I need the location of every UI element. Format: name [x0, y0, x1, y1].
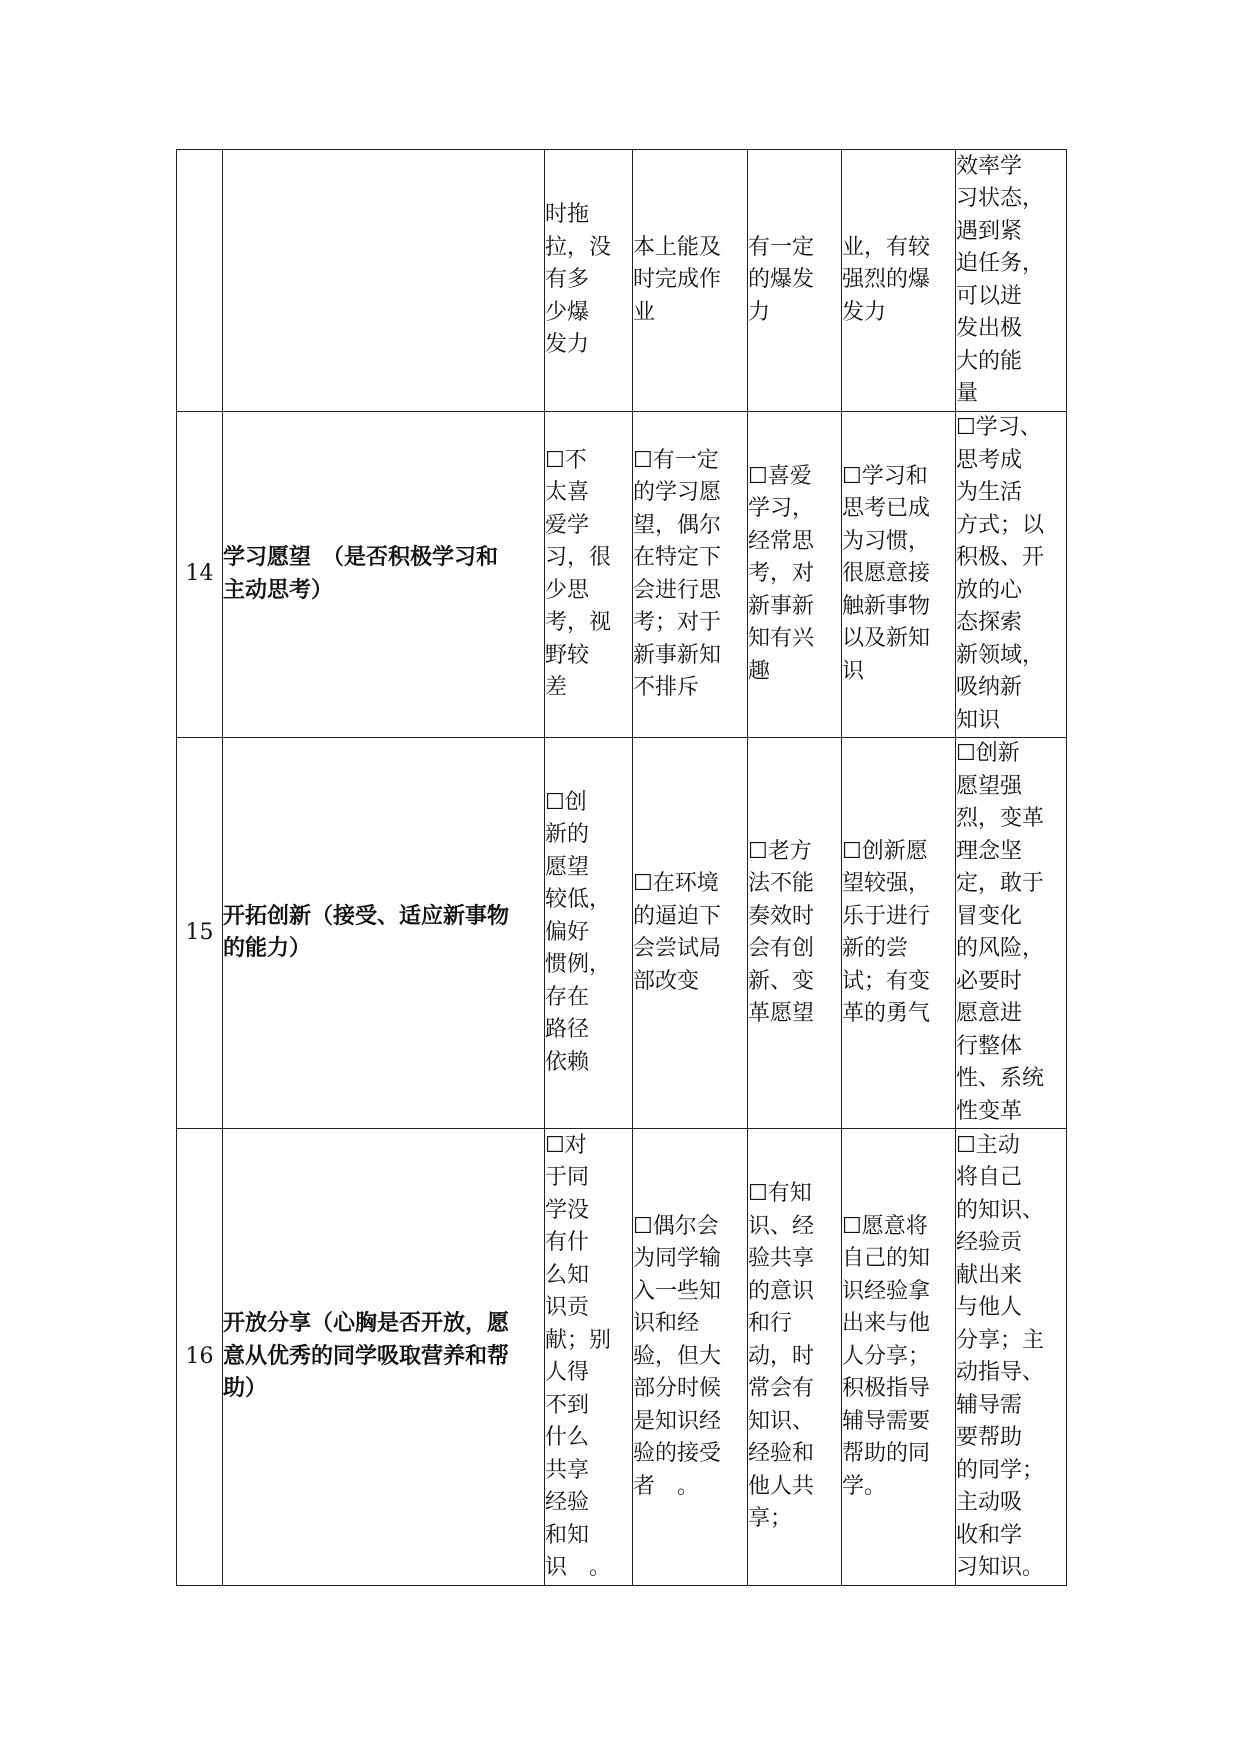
- description-line: 乐于进行: [842, 903, 931, 929]
- description-line: 知识: [956, 707, 1001, 733]
- description-line: 新的尝: [842, 936, 909, 961]
- table-body: [177, 150, 1067, 1586]
- description-line: 考；对于: [633, 610, 722, 635]
- description-line: 愿望强: [956, 773, 1023, 799]
- description-line: 的逼迫下: [633, 903, 722, 929]
- description-line: 部改变: [633, 968, 700, 994]
- description-line: 习状态，: [956, 186, 1045, 211]
- description-line: 验，但大: [633, 1343, 722, 1369]
- description-line: 不排斥: [633, 675, 700, 700]
- description-line: 试；有变: [842, 968, 931, 994]
- level-3-description: [748, 1129, 842, 1586]
- description-line: ☐有一定: [633, 447, 719, 473]
- description-line: 验共享: [748, 1246, 815, 1272]
- description-line: 新领域，: [956, 642, 1045, 668]
- evaluation-table: [176, 149, 1067, 1586]
- level-1-description: [545, 412, 633, 738]
- level-5-description: [956, 150, 1067, 412]
- description-line: 识经验拿: [842, 1278, 931, 1304]
- description-line: 部分时候: [633, 1376, 722, 1402]
- description-line: 依赖: [545, 1049, 590, 1075]
- description-line: 方式；以: [956, 512, 1045, 538]
- description-line: 者 。: [633, 1473, 700, 1499]
- description-line: 拉，没: [545, 234, 612, 260]
- level-2-description: [633, 738, 748, 1129]
- description-line: 发力: [545, 332, 590, 358]
- description-line: 必要时: [956, 968, 1023, 994]
- description-line: 经验和: [748, 1441, 815, 1467]
- description-line: 性变革: [956, 1098, 1023, 1124]
- description-line: 时完成作: [633, 267, 722, 293]
- description-line: 和知: [545, 1522, 590, 1548]
- category-line: 主动思考）: [223, 577, 334, 603]
- description-line: 趣: [748, 658, 771, 684]
- description-line: 量: [956, 381, 979, 406]
- category-line: 助）: [223, 1376, 268, 1402]
- description-line: 有一定: [748, 234, 815, 260]
- description-line: 出来与他: [842, 1311, 931, 1337]
- description-line: 冒变化: [956, 903, 1023, 929]
- description-line: 考，视: [545, 610, 612, 635]
- description-line: 自己的知: [842, 1246, 931, 1272]
- description-line: 性、系统: [956, 1066, 1045, 1091]
- description-line: 新事新知: [633, 642, 722, 668]
- description-line: 验的接受: [633, 1441, 722, 1467]
- description-line: 路径: [545, 1017, 590, 1043]
- level-4-description: [842, 1129, 956, 1586]
- level-5-description: [956, 1129, 1067, 1586]
- description-line: 什么: [545, 1425, 590, 1450]
- description-line: 革的勇气: [842, 1001, 931, 1026]
- description-line: 学习，: [748, 496, 815, 522]
- description-line: 望较强，: [842, 871, 931, 896]
- description-line: 和行: [748, 1311, 793, 1337]
- description-line: 于同: [545, 1165, 590, 1190]
- description-line: 知识、: [748, 1408, 815, 1434]
- description-line: 效率学: [956, 153, 1023, 179]
- description-line: 会进行思: [633, 577, 722, 603]
- description-line: 要帮助: [956, 1425, 1023, 1450]
- level-1-description: [545, 738, 633, 1129]
- level-1-description: [545, 150, 633, 412]
- category-line: 开拓创新（接受、适应新事物: [223, 903, 510, 929]
- description-line: 发力: [842, 299, 887, 325]
- description-line: 可以迸: [956, 283, 1023, 309]
- description-line: 革愿望: [748, 1001, 815, 1026]
- description-line: 不到: [545, 1392, 590, 1418]
- description-line: ☐对: [545, 1132, 587, 1158]
- description-line: 新的: [545, 822, 590, 848]
- description-line: 的意识: [748, 1278, 815, 1304]
- category-line: 学习愿望 （是否积极学习和: [223, 545, 499, 570]
- table-row: [177, 1129, 1067, 1586]
- description-line: 迫任务，: [956, 251, 1045, 276]
- description-line: 与他人: [956, 1295, 1023, 1320]
- level-5-description: [956, 738, 1067, 1129]
- description-line: 奏效时: [748, 903, 815, 929]
- category-line: 意从优秀的同学吸取营养和帮: [223, 1343, 510, 1369]
- description-line: 发出极: [956, 316, 1023, 341]
- description-line: 愿意进: [956, 1001, 1023, 1026]
- category-line: 的能力）: [223, 936, 312, 961]
- description-line: 少思: [545, 577, 590, 603]
- item-number: 14: [177, 412, 223, 738]
- description-line: 为生活: [956, 480, 1023, 505]
- description-line: 大的能: [956, 348, 1023, 374]
- description-line: 入一些知: [633, 1278, 722, 1304]
- description-line: 吸纳新: [956, 675, 1023, 700]
- description-line: 的风险，: [956, 936, 1045, 961]
- description-line: 行整体: [956, 1033, 1023, 1059]
- description-line: 经验贡: [956, 1230, 1023, 1255]
- description-line: 思考已成: [842, 496, 931, 522]
- description-line: ☐不: [545, 447, 587, 473]
- description-line: 常会有: [748, 1376, 815, 1402]
- description-line: 业，有较: [842, 234, 931, 260]
- description-line: ☐老方: [748, 838, 812, 864]
- description-line: 定，敢于: [956, 871, 1045, 896]
- description-line: 较低，: [545, 887, 612, 913]
- description-line: 习，很: [545, 545, 612, 570]
- description-line: 献出来: [956, 1262, 1023, 1288]
- description-line: 烈，变革: [956, 806, 1045, 831]
- description-line: 放的心: [956, 577, 1023, 603]
- description-line: 力: [748, 299, 771, 325]
- level-3-description: [748, 738, 842, 1129]
- description-line: ☐偶尔会: [633, 1213, 719, 1239]
- description-line: ☐创新: [956, 741, 1020, 766]
- description-line: 新、变: [748, 968, 815, 994]
- description-line: 有多: [545, 267, 590, 293]
- description-line: 存在: [545, 984, 590, 1010]
- description-line: 少爆: [545, 299, 590, 325]
- description-line: 考，对: [748, 561, 815, 587]
- description-line: 的学习愿: [633, 480, 722, 505]
- description-line: 人分享；: [842, 1343, 931, 1369]
- level-3-description: [748, 412, 842, 738]
- description-line: 有什: [545, 1230, 590, 1255]
- item-category: [223, 738, 545, 1129]
- description-line: ☐创新愿: [842, 838, 928, 864]
- description-line: 法不能: [748, 871, 815, 896]
- description-line: 识: [842, 658, 865, 684]
- description-line: 的爆发: [748, 267, 815, 293]
- description-line: 时拖: [545, 202, 590, 228]
- description-line: 知有兴: [748, 626, 815, 652]
- description-line: 识贡: [545, 1295, 590, 1320]
- description-line: 识 。: [545, 1555, 612, 1580]
- description-line: ☐喜爱: [748, 463, 812, 489]
- description-line: 野较: [545, 642, 590, 668]
- description-line: 他人共: [748, 1473, 815, 1499]
- description-line: 享；: [748, 1506, 793, 1532]
- description-line: 主动吸: [956, 1490, 1023, 1515]
- description-line: 识和经: [633, 1311, 700, 1337]
- description-line: 经验: [545, 1490, 590, 1515]
- description-line: 共享: [545, 1457, 590, 1483]
- description-line: 业: [633, 299, 656, 325]
- item-category: [223, 1129, 545, 1586]
- description-line: 学没: [545, 1197, 590, 1223]
- description-line: 习知识。: [956, 1555, 1045, 1580]
- description-line: 新事新: [748, 593, 815, 619]
- description-line: 收和学: [956, 1522, 1023, 1548]
- description-line: 触新事物: [842, 593, 931, 619]
- description-line: 是知识经: [633, 1408, 722, 1434]
- description-line: 态探索: [956, 610, 1023, 635]
- description-line: ☐愿意将: [842, 1213, 928, 1239]
- description-line: ☐有知: [748, 1181, 812, 1207]
- description-line: 识、经: [748, 1213, 815, 1239]
- description-line: 思考成: [956, 447, 1023, 473]
- description-line: 望，偶尔: [633, 512, 722, 538]
- description-line: 辅导需要: [842, 1408, 931, 1434]
- description-line: 帮助的同: [842, 1441, 931, 1467]
- description-line: 么知: [545, 1262, 590, 1288]
- description-line: 会尝试局: [633, 936, 722, 961]
- level-5-description: [956, 412, 1067, 738]
- description-line: 遇到紧: [956, 218, 1023, 244]
- item-number: [177, 150, 223, 412]
- description-line: 太喜: [545, 480, 590, 505]
- description-line: 的同学；: [956, 1457, 1045, 1483]
- description-line: 在特定下: [633, 545, 722, 570]
- item-category: [223, 412, 545, 738]
- item-number: 15: [177, 738, 223, 1129]
- level-2-description: [633, 1129, 748, 1586]
- description-line: 强烈的爆: [842, 267, 931, 293]
- description-line: 差: [545, 675, 568, 700]
- description-line: ☐学习、: [956, 415, 1042, 440]
- description-line: 为同学输: [633, 1246, 722, 1272]
- level-4-description: [842, 412, 956, 738]
- item-number: 16: [177, 1129, 223, 1586]
- description-line: 以及新知: [842, 626, 931, 652]
- table-row: [177, 150, 1067, 412]
- description-line: 积极、开: [956, 545, 1045, 570]
- description-line: 理念坚: [956, 838, 1023, 864]
- description-line: 的知识、: [956, 1197, 1045, 1223]
- description-line: 愿望: [545, 854, 590, 880]
- level-4-description: [842, 150, 956, 412]
- description-line: 辅导需: [956, 1392, 1023, 1418]
- description-line: 为习惯，: [842, 528, 931, 554]
- description-line: 会有创: [748, 936, 815, 961]
- level-3-description: [748, 150, 842, 412]
- level-2-description: [633, 150, 748, 412]
- table-row: [177, 738, 1067, 1129]
- table-row: [177, 412, 1067, 738]
- description-line: 学。: [842, 1473, 887, 1499]
- category-line: 开放分享（心胸是否开放，愿: [223, 1311, 510, 1337]
- description-line: 将自己: [956, 1165, 1023, 1190]
- description-line: 本上能及: [633, 234, 722, 260]
- item-category: [223, 150, 545, 412]
- description-line: ☐学习和: [842, 463, 928, 489]
- description-line: 经常思: [748, 528, 815, 554]
- description-line: 爱学: [545, 512, 590, 538]
- description-line: 人得: [545, 1360, 590, 1385]
- level-1-description: [545, 1129, 633, 1586]
- description-line: 分享；主: [956, 1327, 1045, 1353]
- description-line: 动，时: [748, 1343, 815, 1369]
- description-line: 积极指导: [842, 1376, 931, 1402]
- description-line: 很愿意接: [842, 561, 931, 587]
- description-line: 惯例，: [545, 952, 612, 978]
- description-line: ☐创: [545, 789, 587, 815]
- level-2-description: [633, 412, 748, 738]
- description-line: ☐在环境: [633, 871, 719, 896]
- description-line: ☐主动: [956, 1132, 1020, 1158]
- level-4-description: [842, 738, 956, 1129]
- description-line: 动指导、: [956, 1360, 1045, 1385]
- description-line: 献；别: [545, 1327, 612, 1353]
- description-line: 偏好: [545, 919, 590, 945]
